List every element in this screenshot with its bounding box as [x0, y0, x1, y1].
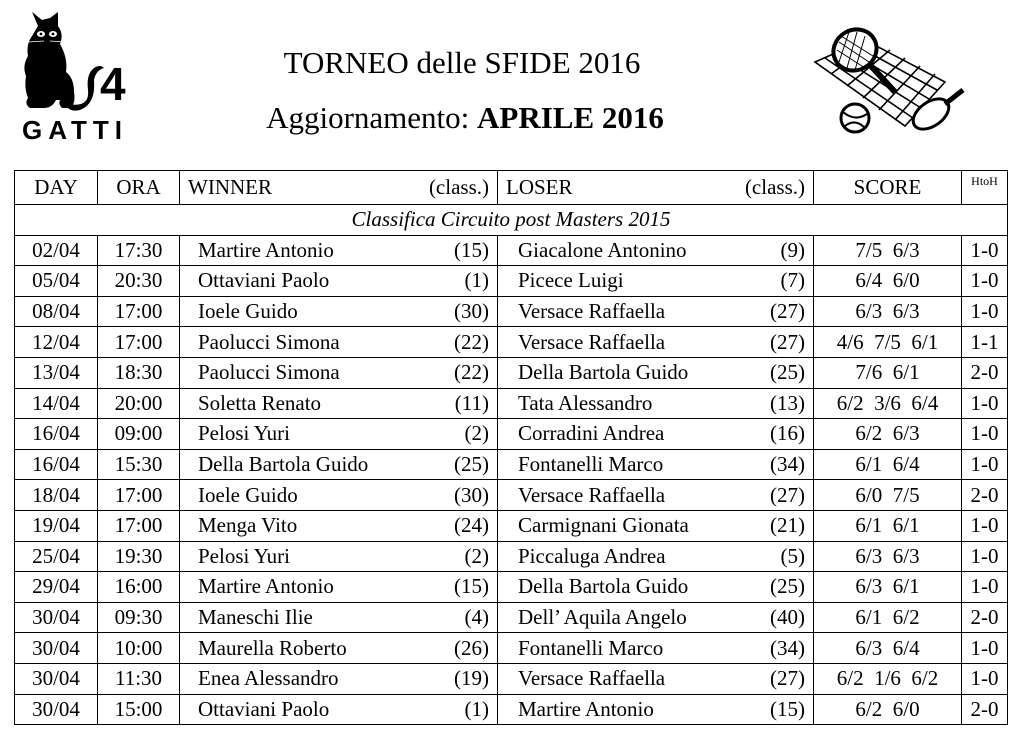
match-day: 30/04 — [15, 694, 98, 725]
loser-name: Dell’ Aquila Angelo — [498, 602, 728, 633]
header-score: SCORE — [814, 171, 962, 205]
table-row — [15, 572, 1008, 603]
match-day: 16/04 — [15, 419, 98, 450]
match-time: 09:30 — [98, 602, 180, 633]
match-time: 17:00 — [98, 510, 180, 541]
loser-class: (27) — [728, 296, 814, 327]
winner-class: (19) — [405, 663, 498, 694]
winner-name: Martire Antonio — [180, 572, 405, 603]
winner-class: (15) — [405, 235, 498, 266]
match-time: 09:00 — [98, 419, 180, 450]
match-day: 30/04 — [15, 633, 98, 664]
table-row — [15, 235, 1008, 266]
winner-class: (25) — [405, 449, 498, 480]
head-to-head: 2-0 — [962, 357, 1008, 388]
header-loser: LOSER — [498, 171, 728, 205]
match-time: 10:00 — [98, 633, 180, 664]
match-score: 6/3 6/1 — [814, 572, 962, 603]
match-score: 6/1 6/4 — [814, 449, 962, 480]
winner-class: (11) — [405, 388, 498, 419]
winner-class: (30) — [405, 296, 498, 327]
table-row — [15, 541, 1008, 572]
page-title: TORNEO delle SFIDE 2016 — [283, 45, 641, 80]
loser-name: Della Bartola Guido — [498, 357, 728, 388]
winner-class: (26) — [405, 633, 498, 664]
loser-class: (34) — [728, 633, 814, 664]
match-day: 08/04 — [15, 296, 98, 327]
match-time: 20:00 — [98, 388, 180, 419]
loser-name: Martire Antonio — [498, 694, 728, 725]
winner-name: Ottaviani Paolo — [180, 694, 405, 725]
loser-class: (13) — [728, 388, 814, 419]
logo-number: 4 — [100, 58, 126, 110]
head-to-head: 1-0 — [962, 449, 1008, 480]
match-day: 12/04 — [15, 327, 98, 358]
header-row — [15, 171, 1008, 205]
winner-class: (1) — [405, 694, 498, 725]
update-value: APRILE 2016 — [477, 100, 664, 135]
loser-class: (5) — [728, 541, 814, 572]
winner-class: (22) — [405, 327, 498, 358]
winner-name: Maurella Roberto — [180, 633, 405, 664]
loser-name: Versace Raffaella — [498, 327, 728, 358]
loser-class: (15) — [728, 694, 814, 725]
loser-name: Carmignani Gionata — [498, 510, 728, 541]
loser-name: Giacalone Antonino — [498, 235, 728, 266]
loser-name: Versace Raffaella — [498, 296, 728, 327]
winner-name: Menga Vito — [180, 510, 405, 541]
table-row — [15, 694, 1008, 725]
match-time: 19:30 — [98, 541, 180, 572]
match-time: 17:00 — [98, 480, 180, 511]
loser-name: Della Bartola Guido — [498, 572, 728, 603]
table-row — [15, 633, 1008, 664]
match-score: 6/2 3/6 6/4 — [814, 388, 962, 419]
winner-name: Enea Alessandro — [180, 663, 405, 694]
update-label: Aggiornamento: — [266, 100, 470, 135]
header-htoh: HtoH — [962, 171, 1008, 205]
head-to-head: 2-0 — [962, 480, 1008, 511]
loser-class: (25) — [728, 357, 814, 388]
head-to-head: 1-0 — [962, 266, 1008, 297]
match-score: 6/1 6/1 — [814, 510, 962, 541]
match-time: 17:00 — [98, 296, 180, 327]
loser-class: (40) — [728, 602, 814, 633]
head-to-head: 1-0 — [962, 572, 1008, 603]
winner-class: (24) — [405, 510, 498, 541]
loser-name: Versace Raffaella — [498, 480, 728, 511]
loser-class: (21) — [728, 510, 814, 541]
head-to-head: 1-0 — [962, 296, 1008, 327]
loser-class: (9) — [728, 235, 814, 266]
head-to-head: 1-0 — [962, 388, 1008, 419]
match-time: 17:30 — [98, 235, 180, 266]
loser-class: (27) — [728, 327, 814, 358]
table-row — [15, 480, 1008, 511]
match-day: 19/04 — [15, 510, 98, 541]
head-to-head: 1-0 — [962, 541, 1008, 572]
table-row — [15, 663, 1008, 694]
winner-name: Della Bartola Guido — [180, 449, 405, 480]
cat-logo — [18, 8, 136, 143]
match-score: 4/6 7/5 6/1 — [814, 327, 962, 358]
match-time: 18:30 — [98, 357, 180, 388]
loser-class: (7) — [728, 266, 814, 297]
winner-name: Ioele Guido — [180, 480, 405, 511]
table-subtitle: Classifica Circuito post Masters 2015 — [15, 205, 1008, 236]
match-day: 30/04 — [15, 602, 98, 633]
match-day: 14/04 — [15, 388, 98, 419]
match-day: 13/04 — [15, 357, 98, 388]
winner-name: Ioele Guido — [180, 296, 405, 327]
match-day: 18/04 — [15, 480, 98, 511]
match-score: 6/2 1/6 6/2 — [814, 663, 962, 694]
loser-name: Fontanelli Marco — [498, 633, 728, 664]
results-body — [15, 235, 1008, 725]
winner-name: Pelosi Yuri — [180, 541, 405, 572]
match-score: 6/3 6/3 — [814, 541, 962, 572]
match-time: 15:30 — [98, 449, 180, 480]
winner-name: Paolucci Simona — [180, 327, 405, 358]
match-time: 20:30 — [98, 266, 180, 297]
head-to-head: 2-0 — [962, 602, 1008, 633]
match-day: 29/04 — [15, 572, 98, 603]
table-row — [15, 419, 1008, 450]
header-winner: WINNER — [180, 171, 405, 205]
match-day: 16/04 — [15, 449, 98, 480]
head-to-head: 1-0 — [962, 663, 1008, 694]
table-row — [15, 266, 1008, 297]
winner-class: (2) — [405, 419, 498, 450]
table-row — [15, 296, 1008, 327]
winner-name: Martire Antonio — [180, 235, 405, 266]
table-row — [15, 449, 1008, 480]
match-score: 7/6 6/1 — [814, 357, 962, 388]
match-day: 02/04 — [15, 235, 98, 266]
winner-class: (1) — [405, 266, 498, 297]
head-to-head: 1-0 — [962, 419, 1008, 450]
match-score: 6/3 6/4 — [814, 633, 962, 664]
loser-name: Piccaluga Andrea — [498, 541, 728, 572]
winner-name: Paolucci Simona — [180, 357, 405, 388]
table-row — [15, 327, 1008, 358]
match-time: 11:30 — [98, 663, 180, 694]
head-to-head: 2-0 — [962, 694, 1008, 725]
match-score: 7/5 6/3 — [814, 235, 962, 266]
winner-name: Maneschi Ilie — [180, 602, 405, 633]
loser-class: (27) — [728, 663, 814, 694]
winner-class: (30) — [405, 480, 498, 511]
subtitle-row — [15, 205, 1008, 236]
winner-class: (2) — [405, 541, 498, 572]
winner-name: Soletta Renato — [180, 388, 405, 419]
loser-class: (25) — [728, 572, 814, 603]
match-day: 05/04 — [15, 266, 98, 297]
table-row — [15, 388, 1008, 419]
match-score: 6/0 7/5 — [814, 480, 962, 511]
loser-class: (16) — [728, 419, 814, 450]
header-day: DAY — [15, 171, 98, 205]
loser-name: Versace Raffaella — [498, 663, 728, 694]
winner-name: Ottaviani Paolo — [180, 266, 405, 297]
head-to-head: 1-1 — [962, 327, 1008, 358]
update-line — [230, 100, 700, 136]
loser-name: Fontanelli Marco — [498, 449, 728, 480]
table-row — [15, 602, 1008, 633]
table-row — [15, 357, 1008, 388]
head-to-head: 1-0 — [962, 633, 1008, 664]
head-to-head: 1-0 — [962, 235, 1008, 266]
match-score: 6/4 6/0 — [814, 266, 962, 297]
match-day: 30/04 — [15, 663, 98, 694]
match-score: 6/3 6/3 — [814, 296, 962, 327]
table-row — [15, 510, 1008, 541]
match-time: 16:00 — [98, 572, 180, 603]
header-winner-class: (class.) — [405, 171, 498, 205]
match-time: 15:00 — [98, 694, 180, 725]
match-score: 6/1 6/2 — [814, 602, 962, 633]
winner-class: (15) — [405, 572, 498, 603]
winner-class: (4) — [405, 602, 498, 633]
match-day: 25/04 — [15, 541, 98, 572]
loser-class: (34) — [728, 449, 814, 480]
winner-name: Pelosi Yuri — [180, 419, 405, 450]
results-table — [14, 170, 1008, 725]
winner-class: (22) — [405, 357, 498, 388]
header-loser-class: (class.) — [728, 171, 814, 205]
match-score: 6/2 6/3 — [814, 419, 962, 450]
tennis-racket-icon — [795, 22, 970, 152]
logo-text: GATTI — [22, 115, 122, 143]
loser-name: Picece Luigi — [498, 266, 728, 297]
match-time: 17:00 — [98, 327, 180, 358]
loser-name: Tata Alessandro — [498, 388, 728, 419]
loser-name: Corradini Andrea — [498, 419, 728, 450]
match-score: 6/2 6/0 — [814, 694, 962, 725]
loser-class: (27) — [728, 480, 814, 511]
header-ora: ORA — [98, 171, 180, 205]
head-to-head: 1-0 — [962, 510, 1008, 541]
